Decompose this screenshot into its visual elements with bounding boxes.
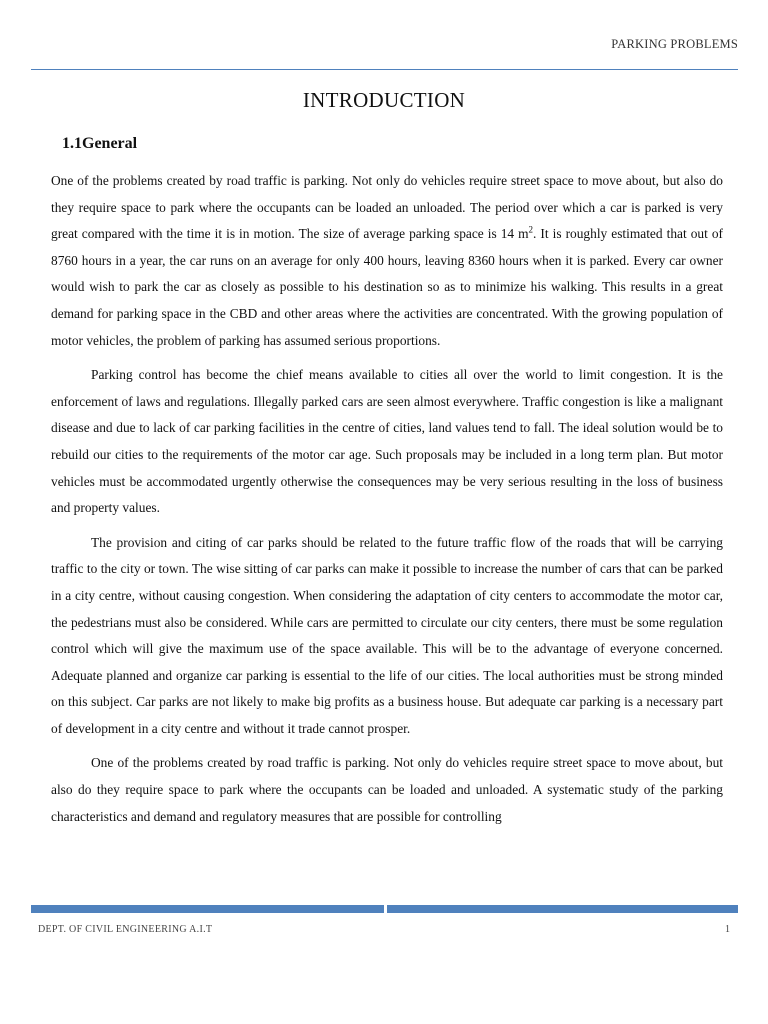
superscript-2: 2 <box>528 224 534 235</box>
paragraph-3: The provision and citing of car parks should be related to the future traffic flow of the roads that will be carrying traffic to the city or town. The wise sitting of car parks can make it possible to increase the number of cars that can be parked in a city centre, without causing congestion. When considering the adaptation of city centers to accommodate the motor car, the pedestrians must also be considered. While cars are permitted to circulate our city centers, there must be some regulation control which will give the maximum use of the space available. This will be to the advantage of everyone concerned. Adequate planned and organize car parking is essential to the life of our cities. The local authorities must be strong minded on this subject. Car parks are not likely to make big profits as a business house. But adequate car parking is a necessary part of development in a city centre and without it trade cannot prosper. <box>51 534 723 736</box>
body-text <box>51 168 723 838</box>
paragraph-4: One of the problems created by road traffic is parking. Not only do vehicles require street space to move about, but also do they require space to park where the occupants can be loaded and unloaded. A systematic study of the parking characteristics and demand and regulatory measures that are possible for controlling <box>51 755 723 824</box>
paragraph-1-part-a: One of the problems created by road traffic is parking. Not only do vehicles require street space to move about, but also do they require space to park where the occupants can be loaded an unloaded. The period over which a car is parked is very great compared with the time it is in motion. The size of average parking space is 14 m <box>51 173 723 242</box>
paragraph-2: Parking control has become the chief means available to cities all over the world to limit congestion. It is the enforcement of laws and regulations. Illegally parked cars are seen almost everywhere. Traffic congestion is like a malignant disease and due to lack of car parking facilities in the centre of cities, land values tend to fall. The ideal solution would be to rebuild our cities to the requirements of the motor car age. Such proposals may be included in a long term plan. But motor vehicles must be accommodated urgently otherwise the consequences may be very serious resulting in the loss of business and property values. <box>51 367 723 516</box>
section-heading: 1.1General <box>62 135 138 152</box>
running-header: PARKING PROBLEMS <box>611 37 738 51</box>
paragraph-1-part-b: . It is roughly estimated that out of 8760 hours in a year, the car runs on an average for only 400 hours, leaving 8360 hours when it is parked. Every car owner would wish to park the car as closely as possible to his destination so as to minimize his walking. This results in a great demand for parking space in the CBD and other areas where the activities are concentrated. With the growing population of motor vehicles, the problem of parking has assumed serious proportions. <box>51 226 723 348</box>
footer-bar-right <box>387 905 738 913</box>
footer-bar-left <box>31 905 384 913</box>
page-title: INTRODUCTION <box>302 88 466 112</box>
footer-department: DEPT. OF CIVIL ENGINEERING A.I.T <box>38 924 213 935</box>
page-number: 1 <box>725 924 730 935</box>
header-divider <box>31 69 738 70</box>
paragraph-1 <box>51 168 723 354</box>
